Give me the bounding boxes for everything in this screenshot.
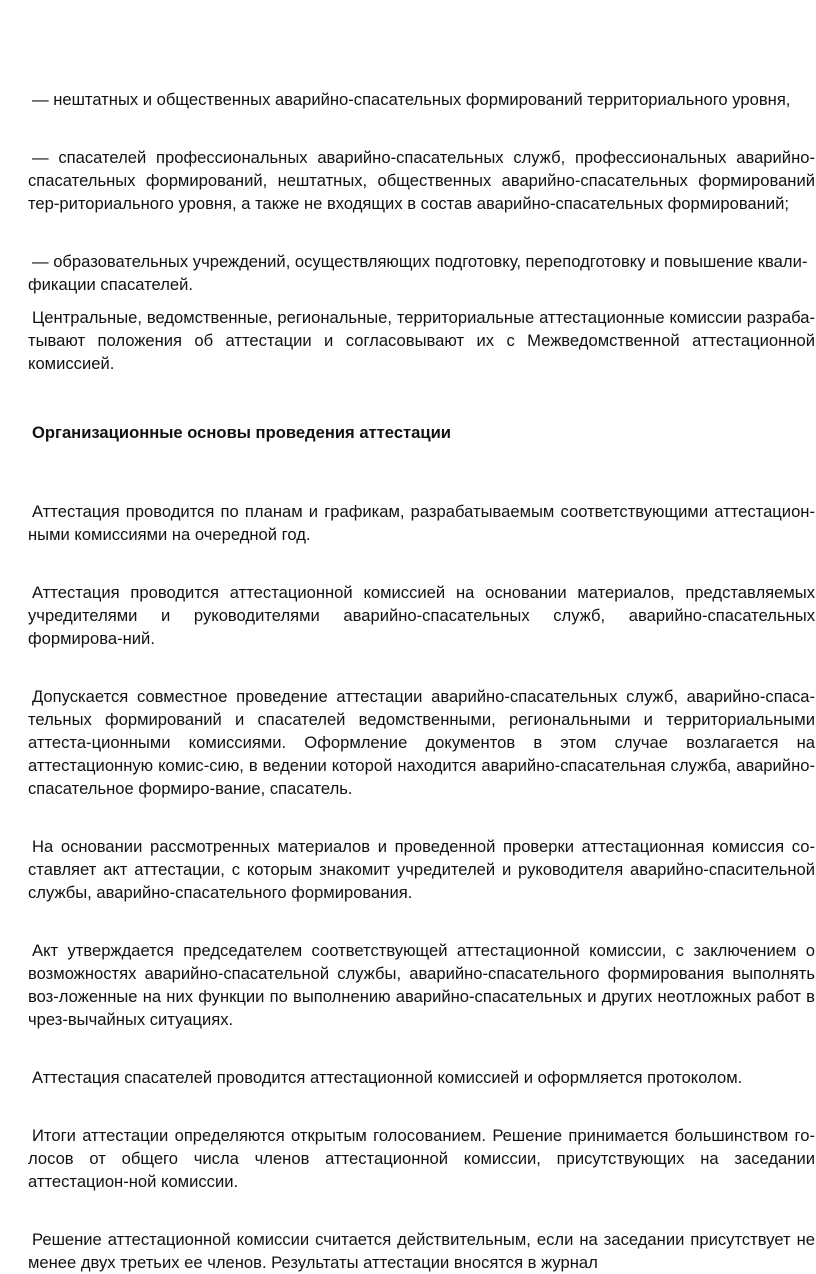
paragraph-act-approval: Акт утверждается председателем соответствующей аттестационной комиссии, с заключением о возможностях аварийно-спасательной службы, аварийно-спасательного формирования выполнять воз-ложенные на них функции по выполнению аварийно-спасательных и других неотложных работ в чрез-вычайных ситуациях. xyxy=(28,941,815,1029)
section-heading: Организационные основы проведения аттестации xyxy=(32,423,452,442)
list-item-rescuers: — спасателей профессиональных аварийно-спасательных служб, профессиональных аварийно-спасательных формирований, нештатных, общественных аварийно-спасательных формирований тер-риториального уровня, а также не входящих в состав аварийно-спасательных формирований; xyxy=(28,148,815,213)
paragraph-commissions-regulations: Центральные, ведомственные, региональные, территориальные аттестационные комиссии разраба-тывают положения об аттестации и согласовывают их с Межведомственной аттестационной комиссией. xyxy=(28,308,815,373)
list-item-educational-institutions: — образовательных учреждений, осуществляющих подготовку, переподготовку и повышение квали-фикации спасателей. xyxy=(28,252,808,294)
paragraph-joint-attestation: Допускается совместное проведение аттестации аварийно-спасательных служб, аварийно-спаса-тельных формирований и спасателей ведомственными, региональными и территориальными аттеста-ционными комиссиями. Оформление документов в этом случае возлагается на аттестационную комис-сию, в ведении которой находится аварийно-спасательная служба, аварийно-спасательное формиро-вание, спасатель. xyxy=(28,687,815,798)
document-page xyxy=(28,88,815,1274)
paragraph-attestation-plans: Аттестация проводится по планам и графикам, разрабатываемым соответствующими аттестацион-ными комиссиями на очередной год. xyxy=(28,502,815,544)
paragraph-voting-results: Итоги аттестации определяются открытым голосованием. Решение принимается большинством го-лосов от общего числа членов аттестационной комиссии, присутствующих на заседании аттестацион-ной комиссии. xyxy=(28,1126,815,1191)
paragraph-attestation-materials: Аттестация проводится аттестационной комиссией на основании материалов, представляемых учредителями и руководителями аварийно-спасательных служб, аварийно-спасательных формирова-ний. xyxy=(28,583,815,648)
list-item-territorial-formations: — нештатных и общественных аварийно-спасательных формирований территориального уровня, xyxy=(32,90,791,109)
paragraph-decision-validity: Решение аттестационной комиссии считается действительным, если на заседании присутствует не менее двух третьих ее членов. Результаты аттестации вносятся в журнал xyxy=(28,1230,815,1272)
paragraph-rescuers-protocol: Аттестация спасателей проводится аттестационной комиссией и оформляется протоколом. xyxy=(32,1068,743,1087)
paragraph-attestation-act: На основании рассмотренных материалов и проведенной проверки аттестационная комиссия со-ставляет акт аттестации, с которым знакомит учредителей и руководителя аварийно-спасительной службы, аварийно-спасательного формирования. xyxy=(28,837,815,902)
